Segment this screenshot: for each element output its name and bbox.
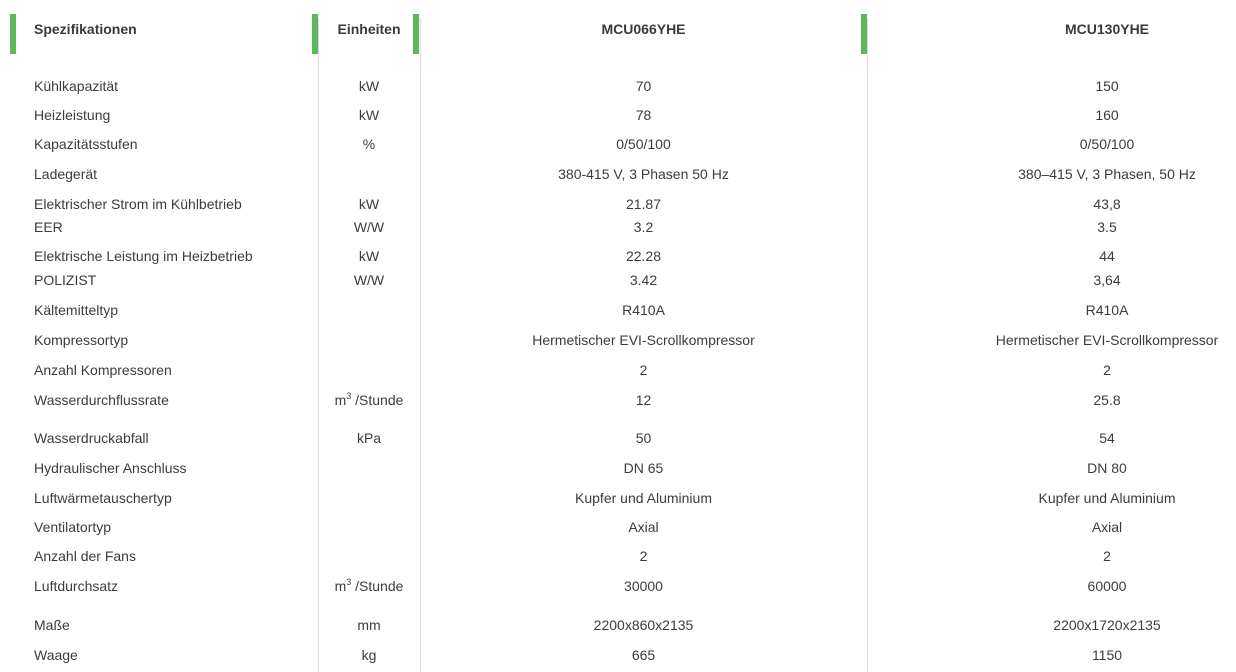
table-row — [0, 300, 1236, 320]
row-unit: kW — [358, 78, 380, 94]
row-unit: mm — [357, 617, 381, 633]
table-row — [0, 270, 1236, 290]
row-label: POLIZIST — [34, 272, 97, 288]
row-value-model-1: 50 — [635, 430, 652, 446]
row-value-model-2: DN 80 — [1087, 460, 1127, 476]
row-label: Ventilatortyp — [34, 519, 112, 535]
unit-base: m — [334, 578, 347, 594]
row-value-model-1: 3.2 — [633, 219, 654, 235]
row-unit — [318, 576, 420, 596]
table-row — [0, 217, 1236, 237]
table-row — [0, 105, 1236, 125]
row-value-model-1: 380-415 V, 3 Phasen 50 Hz — [558, 166, 729, 182]
row-value-model-2: Kupfer und Aluminium — [1038, 490, 1176, 506]
row-value-model-2: 54 — [1099, 430, 1115, 446]
row-label: Kapazitätsstufen — [34, 136, 138, 152]
row-value-model-2: Axial — [1091, 519, 1123, 535]
table-row — [0, 645, 1236, 665]
row-unit: kg — [361, 647, 377, 663]
table-row — [0, 76, 1236, 96]
row-value-model-1: 22.28 — [625, 248, 662, 264]
table-row — [0, 576, 1236, 596]
table-row — [0, 194, 1236, 214]
row-value-model-2: 380–415 V, 3 Phasen, 50 Hz — [1018, 166, 1196, 182]
row-value-model-2: 150 — [1095, 78, 1119, 94]
row-value-model-1: 12 — [635, 392, 652, 408]
row-value-model-2: 2 — [1103, 362, 1111, 378]
table-row — [0, 428, 1236, 448]
unit-rest: /Stunde — [355, 578, 404, 594]
row-value-model-1: 665 — [631, 647, 656, 663]
row-label: Kältemitteltyp — [34, 302, 119, 318]
table-row — [0, 330, 1236, 350]
row-value-model-2: 3,64 — [1093, 272, 1121, 288]
row-label: Wasserdruckabfall — [34, 430, 149, 446]
row-value-model-1: 78 — [635, 107, 652, 123]
row-value-model-2: 3.5 — [1097, 219, 1117, 235]
row-value-model-1: Kupfer und Aluminium — [575, 490, 712, 506]
row-unit: kW — [358, 107, 380, 123]
row-value-model-2: 44 — [1099, 248, 1115, 264]
table-row — [0, 517, 1236, 537]
row-label: Hydraulischer Anschluss — [34, 460, 187, 476]
header-model-1: MCU066YHE — [601, 21, 686, 37]
table-row — [0, 458, 1236, 478]
unit-superscript: 3 — [346, 577, 352, 587]
row-value-model-2: 0/50/100 — [1079, 136, 1135, 152]
table-row — [0, 164, 1236, 184]
row-value-model-1: 70 — [635, 78, 652, 94]
table-row — [0, 246, 1236, 266]
row-value-model-2: 60000 — [1087, 578, 1127, 594]
header-model-2: MCU130YHE — [1064, 21, 1150, 37]
row-value-model-2: 2 — [1103, 548, 1111, 564]
row-unit: % — [362, 136, 376, 152]
row-value-model-1: 21.87 — [625, 196, 662, 212]
row-label: Elektrische Leistung im Heizbetrieb — [34, 248, 253, 264]
row-label: Kühlkapazität — [34, 78, 119, 94]
row-value-model-2: 25.8 — [1093, 392, 1121, 408]
row-label: Ladegerät — [34, 166, 98, 182]
row-label: Kompressortyp — [34, 332, 129, 348]
row-value-model-1: 0/50/100 — [616, 136, 671, 152]
unit-superscript: 3 — [346, 391, 352, 401]
row-unit — [318, 390, 420, 410]
row-unit: kW — [358, 248, 380, 264]
table-row — [0, 360, 1236, 380]
row-unit: kW — [358, 196, 380, 212]
row-value-model-2: R410A — [1085, 302, 1129, 318]
row-value-model-2: 160 — [1095, 107, 1119, 123]
unit-base: m — [334, 392, 347, 408]
row-value-model-2: Hermetischer EVI-Scrollkompressor — [995, 332, 1219, 348]
row-label: Luftdurchsatz — [34, 578, 119, 594]
table-row — [0, 390, 1236, 410]
row-value-model-2: 1150 — [1091, 647, 1123, 663]
row-value-model-1: 2 — [639, 362, 648, 378]
row-label: Wasserdurchflussrate — [34, 392, 169, 408]
row-value-model-1: 2200x860x2135 — [593, 617, 694, 633]
row-unit: W/W — [353, 219, 385, 235]
row-label: EER — [34, 219, 63, 235]
row-label: Luftwärmetauschertyp — [34, 490, 172, 506]
table-row — [0, 546, 1236, 566]
row-unit: W/W — [353, 272, 385, 288]
table-row — [0, 615, 1236, 635]
row-unit: kPa — [356, 430, 382, 446]
table-row — [0, 134, 1236, 154]
row-label: Elektrischer Strom im Kühlbetrieb — [34, 196, 242, 212]
row-label: Heizleistung — [34, 107, 111, 123]
row-value-model-1: DN 65 — [623, 460, 664, 476]
row-label: Waage — [34, 647, 78, 663]
row-value-model-1: 30000 — [624, 578, 663, 594]
row-label: Anzahl Kompressoren — [34, 362, 172, 378]
row-label: Maße — [34, 617, 70, 633]
row-value-model-1: R410A — [622, 302, 665, 318]
table-row — [0, 488, 1236, 508]
row-value-model-1: 2 — [639, 548, 648, 564]
row-label: Anzahl der Fans — [34, 548, 136, 564]
header-unit: Einheiten — [337, 21, 401, 37]
row-value-model-1: 3.42 — [629, 272, 658, 288]
unit-rest: /Stunde — [355, 392, 404, 408]
row-value-model-2: 43,8 — [1093, 196, 1121, 212]
row-value-model-2: 2200x1720x2135 — [1053, 617, 1161, 633]
row-value-model-1: Axial — [628, 519, 659, 535]
header-spec: Spezifikationen — [34, 21, 137, 37]
row-value-model-1: Hermetischer EVI-Scrollkompressor — [532, 332, 755, 348]
header-accent-bar — [10, 14, 16, 54]
